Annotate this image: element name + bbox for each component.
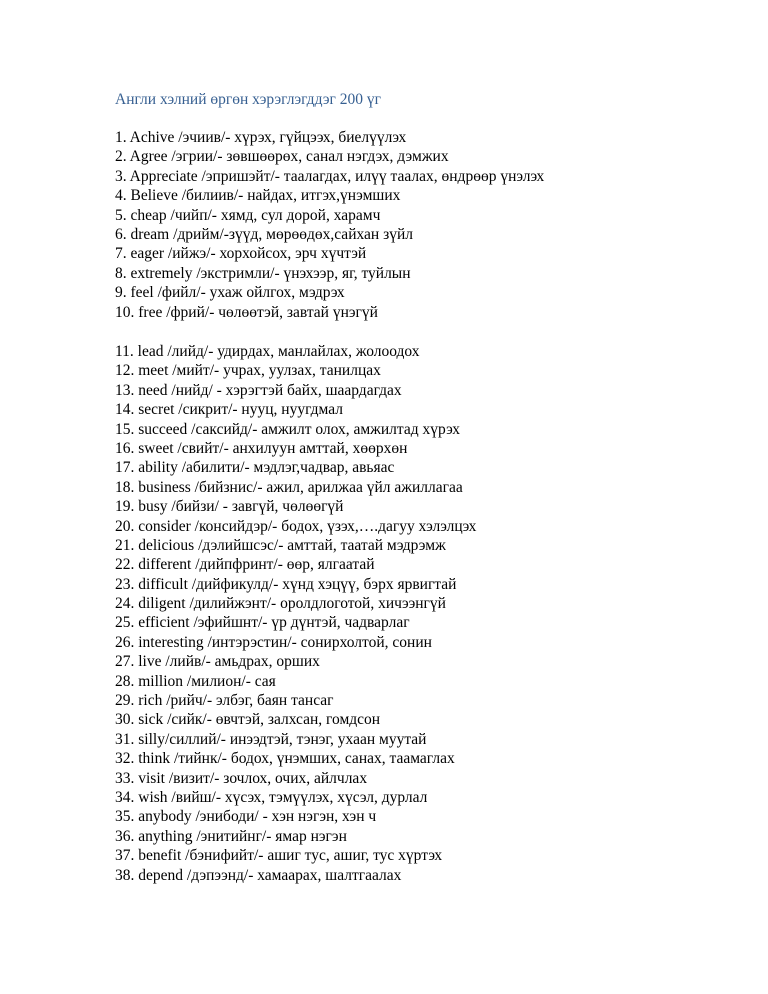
- list-item: 27. live /лийв/- амьдрах, орших: [115, 653, 320, 671]
- list-item: 30. sick /сийк/- өвчтэй, залхсан, гомдсон: [115, 711, 381, 729]
- list-item: 23. difficult /дийфикулд/- хүнд хэцүү, бэрх ярвигтай: [115, 575, 457, 593]
- list-item: 11. lead /лийд/- удирдах, манлайлах, жолоодох: [115, 343, 420, 360]
- list-item: 12. meet /мийт/- учрах, уулзах, танилцах: [115, 362, 381, 380]
- list-item: 16. sweet /свийт/- анхилуун амттай, хөөрхөн: [115, 439, 408, 457]
- list-item: 7. eager /ийжэ/- хорхойсох, эрч хүчтэй: [115, 245, 367, 263]
- list-item: 8. extremely /экстримли/- үнэхээр, яг, туйлын: [115, 264, 411, 282]
- list-item: 24. diligent /дилийжэнт/- оролдлоготой, хичээнгүй: [115, 595, 446, 613]
- list-item: 10. free /фрий/- чөлөөтэй, завтай үнэгүй: [115, 303, 378, 321]
- list-item: 6. dream /дрийм/-зүүд, мөрөөдөх,сайхан зүйл: [115, 225, 413, 243]
- list-item: 1. Achive /эчиив/- хүрэх, гүйцээх, биелүүлэх: [115, 129, 407, 146]
- list-item: 37. benefit /бэнифийт/- ашиг тус, ашиг, тус хүртэх: [115, 847, 443, 865]
- list-item: 13. need /нийд/ - хэрэгтэй байх, шаардагдах: [115, 381, 402, 399]
- list-item: 22. different /дийпфринт/- өөр, ялгаатай: [115, 556, 375, 574]
- list-item: 15. succeed /саксийд/- амжилт олох, амжилтад хүрэх: [115, 420, 460, 438]
- list-item: 38. depend /дэпээнд/- хамаарах, шалтгаалах: [115, 866, 402, 884]
- list-item: 18. business /бийзнис/- ажил, арилжаа үйл ажиллагаа: [115, 478, 463, 496]
- list-item: 19. busy /бийзи/ - завгүй, чөлөөгүй: [115, 498, 344, 516]
- list-item: 3. Appreciate /эпришэйт/- таалагдах, илүү таалах, өндрөөр үнэлэх: [115, 167, 545, 185]
- list-item: 26. interesting /интэрэстин/- сонирхолтой, сонин: [115, 633, 432, 651]
- list-item: 5. cheap /чийп/- хямд, сул дорой, харамч: [115, 206, 381, 224]
- list-item: 20. consider /консийдэр/- бодох, үзэх,….дагуу хэлэлцэх: [115, 517, 477, 535]
- word-list-section-a: [115, 128, 544, 322]
- list-item: 17. ability /абилити/- мэдлэг,чадвар, авьяас: [115, 459, 395, 477]
- list-item: 36. anything /энитийнг/- ямар нэгэн: [115, 827, 347, 845]
- document-title: Англи хэлний өргөн хэрэглэгддэг 200 үг: [115, 91, 381, 108]
- list-item: 29. rich /рийч/- элбэг, баян тансаг: [115, 692, 334, 710]
- list-item: 2. Agree /эгрии/- зөвшөөрөх, санал нэгдэх, дэмжих: [115, 148, 449, 166]
- list-item: 31. silly/силлий/- инээдтэй, тэнэг, ухаан муутай: [115, 730, 427, 748]
- list-item: 34. wish /вийш/- хүсэх, тэмүүлэх, хүсэл, дурлал: [115, 788, 428, 806]
- list-item: 32. think /тийнк/- бодох, үнэмших, санах, таамаглах: [115, 750, 455, 768]
- list-item: 9. feel /фийл/- ухаж ойлгох, мэдрэх: [115, 284, 345, 302]
- word-list-section-b: [115, 342, 476, 885]
- list-item: 14. secret /сикрит/- нууц, нуугдмал: [115, 401, 343, 419]
- list-item: 21. delicious /дэлийшсэс/- амттай, таатай мэдрэмж: [115, 536, 446, 554]
- list-item: 25. efficient /эфийшнт/- үр дүнтэй, чадварлаг: [115, 614, 410, 632]
- list-item: 33. visit /визит/- зочлох, очих, айлчлах: [115, 769, 368, 787]
- list-item: 4. Believe /билиив/- найдах, итгэх,үнэмших: [115, 187, 401, 205]
- list-item: 35. anybody /энибоди/ - хэн нэгэн, хэн ч: [115, 808, 377, 826]
- list-item: 28. million /милион/- сая: [115, 672, 276, 690]
